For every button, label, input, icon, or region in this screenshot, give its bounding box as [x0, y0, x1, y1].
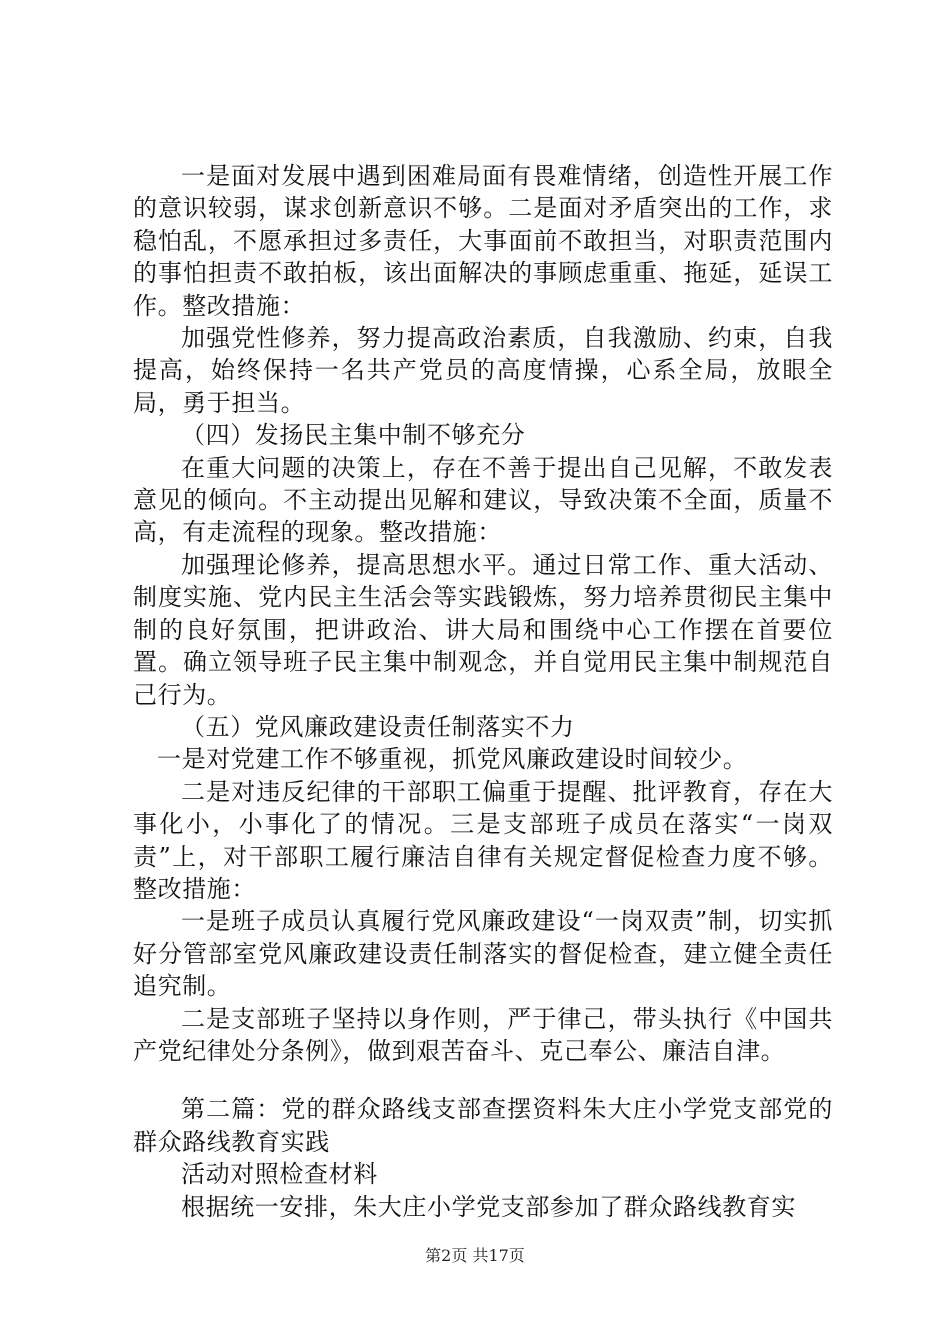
paragraph: 根据统一安排，朱大庄小学党支部参加了群众路线教育实 [181, 1192, 796, 1221]
chapter-heading: 第二篇：党的群众路线支部查摆资料朱大庄小学党支部党的群众路线教育实践 [133, 1095, 833, 1156]
paragraph: 一是对党建工作不够重视，抓党风廉政建设时间较少。 [157, 745, 748, 774]
paragraph: 一是班子成员认真履行党风廉政建设“一岗双责”制，切实抓好分管部室党风廉政建设责任制落实的督促检查，建立健全责任追究制。 [133, 907, 833, 1001]
document-body [133, 160, 833, 1223]
paragraph: 二是支部班子坚持以身作则，严于律己，带头执行《中国共产党纪律处分条例》，做到艰苦奋斗、克己奉公、廉洁自津。 [133, 1004, 833, 1065]
page-number-footer: 第2页 共17页 [425, 1246, 525, 1265]
paragraph-gap [133, 1067, 833, 1093]
paragraph: 加强党性修养，努力提高政治素质，自我激励、约束，自我提高，始终保持一名共产党员的高度情操，心系全局，放眼全局，勇于担当。 [133, 324, 833, 417]
section-heading: （四）发扬民主集中制不够充分 [181, 421, 526, 450]
chapter-subheading: 活动对照检查材料 [181, 1160, 378, 1189]
paragraph: 二是对违反纪律的干部职工偏重于提醒、批评教育，存在大事化小，小事化了的情况。三是支部班子成员在落实“一岗双责”上，对干部职工履行廉洁自律有关规定督促检查力度不够。整改措施： [133, 777, 833, 903]
paragraph: 加强理论修养，提高思想水平。通过日常工作、重大活动、制度实施、党内民主生活会等实践锻炼，努力培养贯彻民主集中制的良好氛围，把讲政治、讲大局和围绕中心工作摆在首要位置。确立领导班子民主集中制观念，并自觉用民主集中制规范自己行为。 [133, 550, 833, 709]
paragraph: 一是面对发展中遇到困难局面有畏难情绪，创造性开展工作的意识较弱，谋求创新意识不够。二是面对矛盾突出的工作，求稳怕乱，不愿承担过多责任，大事面前不敢担当，对职责范围内的事怕担责不敢拍板，该出面解决的事顾虑重重、拖延，延误工作。整改措施： [133, 162, 833, 320]
paragraph: 在重大问题的决策上，存在不善于提出自己见解，不敢发表意见的倾向。不主动提出见解和建议，导致决策不全面，质量不高，有走流程的现象。整改措施： [133, 453, 833, 547]
section-heading: （五）党风廉政建设责任制落实不力 [181, 712, 575, 741]
